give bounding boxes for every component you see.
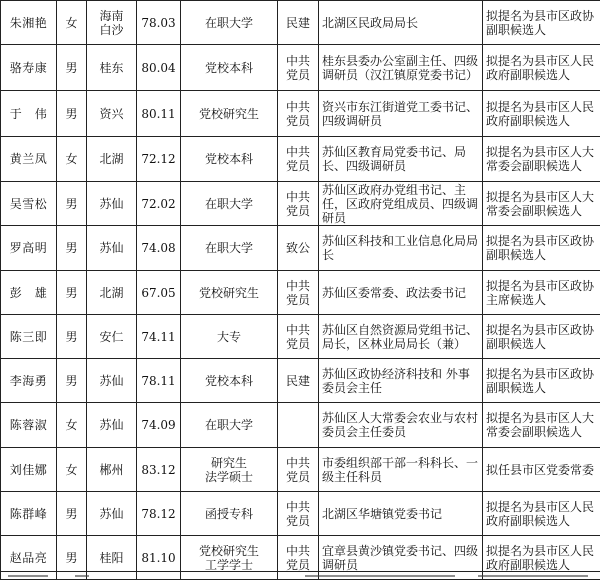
candidate-proposed-post: 拟提名为县市区政协副职候选人 [483, 315, 600, 359]
candidate-current-position: 苏仙区科技和工业信息化局局长 [319, 226, 483, 271]
candidate-party: 中共 党员 [278, 271, 319, 315]
candidate-native-place: 苏仙 [87, 359, 137, 403]
candidate-current-position: 北湖区民政局局长 [319, 1, 483, 45]
candidate-name: 黄兰凤 [1, 137, 57, 182]
candidate-proposed-post: 拟任县市区党委常委 [483, 448, 600, 492]
candidate-education: 党校本科 [181, 137, 278, 182]
candidate-sex: 男 [57, 226, 87, 271]
candidate-education: 党校研究生 工学学士 [181, 536, 278, 580]
candidate-birth-date: 80.04 [137, 45, 181, 91]
candidate-birth-date: 67.05 [137, 271, 181, 315]
candidate-education: 党校研究生 [181, 91, 278, 137]
candidate-birth-date: 74.09 [137, 403, 181, 448]
candidate-native-place: 苏仙 [87, 403, 137, 448]
candidate-party: 中共 党员 [278, 448, 319, 492]
candidate-current-position: 资兴市东江街道党工委书记、四级调研员 [319, 91, 483, 137]
candidate-table-body [1, 1, 600, 580]
candidate-name: 于 伟 [1, 91, 57, 137]
candidate-party: 中共 党员 [278, 182, 319, 226]
table-row [1, 91, 600, 137]
candidate-name: 刘佳娜 [1, 448, 57, 492]
candidate-education: 大专 [181, 315, 278, 359]
candidate-name: 赵品亮 [1, 536, 57, 580]
candidate-sex: 男 [57, 359, 87, 403]
candidate-education: 党校本科 [181, 45, 278, 91]
candidate-sex: 女 [57, 403, 87, 448]
candidate-native-place: 苏仙 [87, 226, 137, 271]
candidate-name: 朱湘艳 [1, 1, 57, 45]
candidate-name: 陈三即 [1, 315, 57, 359]
candidate-birth-date: 81.10 [137, 536, 181, 580]
cut-off-next-row [0, 571, 600, 582]
candidate-name: 陈群峰 [1, 492, 57, 536]
candidate-proposed-post: 拟提名为县市区政协副职候选人 [483, 359, 600, 403]
candidate-sex: 男 [57, 492, 87, 536]
table-row [1, 226, 600, 271]
candidate-name: 陈蓉淑 [1, 403, 57, 448]
candidate-native-place: 苏仙 [87, 492, 137, 536]
candidate-name: 李海勇 [1, 359, 57, 403]
candidate-native-place: 北湖 [87, 137, 137, 182]
candidate-current-position: 桂东县委办公室副主任、四级调研员（汉江镇原党委书记） [319, 45, 483, 91]
candidate-birth-date: 72.12 [137, 137, 181, 182]
table-row [1, 271, 600, 315]
candidate-current-position: 苏仙区自然资源局党组书记、局长，区林业局局长（兼） [319, 315, 483, 359]
candidate-sex: 女 [57, 137, 87, 182]
candidate-proposed-post: 拟提名为县市区政协副职候选人 [483, 1, 600, 45]
candidate-education: 在职大学 [181, 182, 278, 226]
candidate-sex: 男 [57, 271, 87, 315]
candidate-party [278, 403, 319, 448]
table-row [1, 448, 600, 492]
candidate-party: 中共 党员 [278, 137, 319, 182]
candidate-proposed-post: 拟提名为县市区人民政府副职候选人 [483, 492, 600, 536]
candidate-education: 党校本科 [181, 359, 278, 403]
candidate-current-position: 苏仙区委常委、政法委书记 [319, 271, 483, 315]
candidate-education: 函授专科 [181, 492, 278, 536]
table-row [1, 315, 600, 359]
candidate-education: 在职大学 [181, 403, 278, 448]
candidate-party: 中共 党员 [278, 536, 319, 580]
table-row [1, 137, 600, 182]
candidate-birth-date: 78.12 [137, 492, 181, 536]
candidate-party: 中共 党员 [278, 315, 319, 359]
candidate-proposed-post: 拟提名为县市区人大常委会副职候选人 [483, 182, 600, 226]
candidate-party: 民建 [278, 1, 319, 45]
candidate-proposed-post: 拟提名为县市区人民政府副职候选人 [483, 91, 600, 137]
candidate-native-place: 桂阳 [87, 536, 137, 580]
candidate-sex: 女 [57, 1, 87, 45]
candidate-party: 致公 [278, 226, 319, 271]
candidate-current-position: 市委组织部干部一科科长、一级主任科员 [319, 448, 483, 492]
table-row [1, 492, 600, 536]
candidate-birth-date: 80.11 [137, 91, 181, 137]
table-row [1, 45, 600, 91]
candidate-current-position: 苏仙区人大常委会农业与农村委员会主任委员 [319, 403, 483, 448]
candidate-sex: 女 [57, 448, 87, 492]
candidate-birth-date: 74.11 [137, 315, 181, 359]
candidate-birth-date: 72.02 [137, 182, 181, 226]
candidate-party: 中共 党员 [278, 45, 319, 91]
candidate-education: 研究生 法学硕士 [181, 448, 278, 492]
candidate-proposed-post: 拟提名为县市区政协主席候选人 [483, 271, 600, 315]
candidate-party: 民建 [278, 359, 319, 403]
candidate-name: 彭 雄 [1, 271, 57, 315]
candidate-sex: 男 [57, 45, 87, 91]
candidate-proposed-post: 拟提名为县市区人大常委会副职候选人 [483, 137, 600, 182]
candidate-birth-date: 74.08 [137, 226, 181, 271]
candidate-proposed-post: 拟提名为县市区人大常委会副职候选人 [483, 403, 600, 448]
candidate-birth-date: 83.12 [137, 448, 181, 492]
candidate-native-place: 安仁 [87, 315, 137, 359]
candidate-proposed-post: 拟提名为县市区人民政府副职候选人 [483, 536, 600, 580]
candidate-name: 骆寿康 [1, 45, 57, 91]
candidate-education: 在职大学 [181, 226, 278, 271]
table-row [1, 182, 600, 226]
table-row [1, 403, 600, 448]
candidate-native-place: 桂东 [87, 45, 137, 91]
candidate-name: 罗高明 [1, 226, 57, 271]
candidate-sex: 男 [57, 315, 87, 359]
candidate-current-position: 宜章县黄沙镇党委书记、四级调研员 [319, 536, 483, 580]
table-row [1, 1, 600, 45]
table-row [1, 359, 600, 403]
candidate-education: 在职大学 [181, 1, 278, 45]
candidate-name: 吴雪松 [1, 182, 57, 226]
candidate-proposed-post: 拟提名为县市区人民政府副职候选人 [483, 45, 600, 91]
candidate-native-place: 北湖 [87, 271, 137, 315]
candidate-education: 党校研究生 [181, 271, 278, 315]
candidate-sex: 男 [57, 182, 87, 226]
candidate-native-place: 郴州 [87, 448, 137, 492]
candidate-native-place: 资兴 [87, 91, 137, 137]
candidate-sex: 男 [57, 91, 87, 137]
candidate-current-position: 苏仙区政协经济科技和 外事委员会主任 [319, 359, 483, 403]
candidate-native-place: 海南 白沙 [87, 1, 137, 45]
candidate-party: 中共 党员 [278, 492, 319, 536]
candidate-current-position: 苏仙区政府办党组书记、主任，区政府党组成员、四级调研员 [319, 182, 483, 226]
candidate-party: 中共 党员 [278, 91, 319, 137]
candidate-sex: 男 [57, 536, 87, 580]
candidate-birth-date: 78.03 [137, 1, 181, 45]
candidate-current-position: 北湖区华塘镇党委书记 [319, 492, 483, 536]
candidate-native-place: 苏仙 [87, 182, 137, 226]
candidate-current-position: 苏仙区教育局党委书记、局长、四级调研员 [319, 137, 483, 182]
candidate-birth-date: 78.11 [137, 359, 181, 403]
candidate-proposed-post: 拟提名为县市区政协副职候选人 [483, 226, 600, 271]
